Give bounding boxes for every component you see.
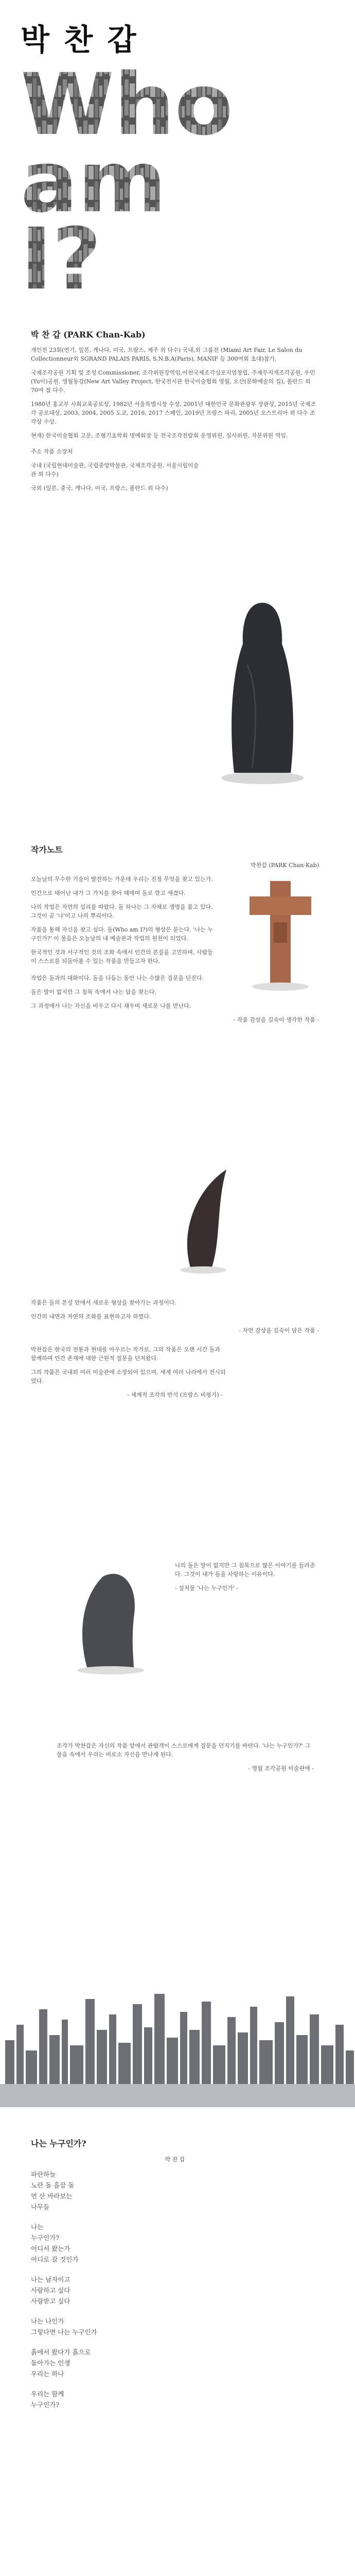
poem-stanza — [31, 2169, 319, 2212]
profile-meta: 국외 (일본, 중국, 캐나다, 미국, 프랑스, 폴란드 외 다수) — [31, 485, 168, 492]
note-paragraph: 작업은 돌과의 대화이다. 돌을 다듬는 동안 나는 수많은 질문을 던진다. — [31, 975, 204, 981]
poem-line: 나는 남자이고 — [31, 2276, 70, 2283]
poem-stanza — [31, 2316, 319, 2337]
note-closing: 조각가 박찬갑은 자신의 작품 앞에서 관람객이 스스로에게 질문을 던지기를 바란다. '나는 누구인가?' 그 물음 속에서 우리는 비로소 자신을 만나게 된다. — [57, 1742, 311, 1758]
sculpture-stone-image — [57, 1556, 159, 1680]
poem-line: 파란하늘 — [31, 2171, 56, 2178]
note-quote: 나의 돌은 말이 없지만 그 침묵으로 많은 이야기를 들려준다. 그것이 내가 돌을 사랑하는 이유이다. — [175, 1562, 315, 1578]
note-paragraph: 오늘날의 무수한 기술이 발전하는 가운데 우리는 진정 무엇을 찾고 있는가. — [31, 876, 213, 883]
poem-line: 누구인가? — [31, 2401, 60, 2409]
poem-stanza — [31, 2388, 319, 2410]
hero-line-am: am — [21, 132, 167, 231]
profile-meta: 주소 작품 소장처 — [31, 448, 73, 455]
poem-line: 흙에서 왔다가 흙으로 — [31, 2348, 91, 2356]
profile-paragraph: 1980년 홍교부 사회교육공로상, 1982년 서울특별시장 수상, 2001년 대한민국 문화관광부 장관상, 2015년 국제조각 공로대상, 2003, 2004, 2005 도쿄, 2016, 2017 스페인, 2019년 프랑스 파리, 2005년 오스트리아 외 다수 조각상 수상. — [31, 401, 316, 425]
note-paragraph: 그 과정에서 나는 자신을 비우고 다시 채우며 새로운 나를 만난다. — [31, 1003, 191, 1009]
poem-line: 나는 — [31, 2223, 44, 2231]
hero-section — [0, 0, 355, 309]
poem-line: 나는 나인가 — [31, 2317, 64, 2325]
poem-line: 어디로 갈 것인가 — [31, 2256, 79, 2263]
artist-quote-section — [175, 1561, 319, 1598]
note-paragraph: 인간으로 태어난 내가 그 가치를 찾아 헤매며 돌로 깎고 새겼다. — [31, 890, 186, 896]
poem-line: 우리는 하나 — [31, 2370, 64, 2378]
note-caption: - 세계적 조각의 반석 (프랑스 비평가) - — [127, 1392, 223, 1398]
poem-author: 박 찬 갑 — [165, 2156, 185, 2163]
poem-section — [31, 2138, 319, 2419]
profile-heading: 박 찬 갑 (PARK Chan-Kab) — [31, 330, 146, 340]
sculpture-horn-image — [170, 1159, 252, 1278]
poem-line: 그렇다면 나는 누구인가 — [31, 2328, 97, 2336]
profile-section — [31, 330, 319, 498]
note-paragraph: 작품은 돌의 본성 안에서 새로운 형상을 찾아가는 과정이다. — [31, 1299, 176, 1306]
poem-line: 우리는 함께 — [31, 2390, 64, 2398]
note-paragraph: 작품을 통해 자신을 찾고 싶다. 돌(Who am I?)의 형상은 묻는다. '나는 누구인가?' 이 물음은 오늘날의 내 예술관과 작업의 원천이 되었다. — [31, 926, 213, 942]
note-paragraph: 박찬갑은 한국의 전통과 현대를 아우르는 작가로, 그의 작품은 오랜 시간 돌과 함께하며 인간 존재에 대한 근원적 질문을 던져왔다. — [31, 1346, 220, 1362]
hero-line-i: I? — [21, 210, 102, 299]
artist-signature: 박 찬 갑 — [21, 22, 138, 57]
artist-note-section-2 — [31, 1298, 319, 1404]
note-caption: - 자연 감상을 깊숙이 담은 작품 - — [239, 1327, 319, 1334]
poem-line: 돌아가는 인생 — [31, 2359, 70, 2367]
artist-note-byline: 박찬갑 (PARK Chan-Kab) — [251, 862, 319, 869]
profile-meta: 국내 (국립현대미술관, 국립중앙박물관, 국제조각공원, 서울시립미술관 외 다수) — [31, 462, 199, 478]
note-paragraph: 인간의 내면과 자연의 조화를 표현하고자 하였다. — [31, 1313, 151, 1320]
note-caption: - 영월 조각공원 미술관에 - — [248, 1765, 314, 1772]
note-paragraph: 돌은 말이 없지만 그 침묵 속에서 나는 답을 찾는다. — [31, 989, 156, 995]
profile-paragraph: 개인전 23회(연기, 일본, 캐나다, 미국, 프랑스, 제주 외 다수) 국내,외 그룹전 (Miami Art Fair, Le Salon du Collectionneur외 SGRAND PALAIS PARIS, S.N.B.A(Paris), MANIF 등 300여회 초대)참가. — [31, 347, 303, 362]
poem-title: 나는 누구인가? — [31, 2139, 86, 2148]
sculpture-figure-image — [211, 592, 314, 788]
sculpture-cross-image — [242, 876, 319, 994]
note-paragraph: 그의 작품은 국내외 여러 미술관에 소장되어 있으며, 세계 여러 나라에서 전시되었다. — [31, 1369, 226, 1384]
note-caption: - 설치물 '나는 누구인가' - — [175, 1585, 239, 1591]
poem-stanza — [31, 2274, 319, 2307]
city-installation-image — [0, 1978, 355, 2107]
poem-line: 사랑받고 싶다 — [31, 2297, 70, 2305]
poem-stanza — [31, 2347, 319, 2379]
artist-note-heading: 작가노트 — [31, 845, 63, 855]
poem-stanza — [31, 2222, 319, 2265]
profile-paragraph: 현재) 한국미술협회 고문, 조형기초학회 명예회장 등 전국조각전람회 운영위원, 심사위원, 자문위원 역임. — [31, 432, 288, 439]
poem-line: 먼 산 바라보는 — [31, 2192, 73, 2200]
poem-line: 나무들 — [31, 2203, 50, 2211]
poem-line: 누구인가? — [31, 2234, 60, 2242]
hero-line-who: Who — [21, 57, 233, 154]
note-paragraph: 나의 작업은 자연의 섭리를 따랐다. 돌 하나는 그 자체로 생명을 품고 있다. 그것이 곧 '나'이고 나의 뿌리이다. — [31, 904, 213, 919]
note-paragraph: 한국적인 것과 서구적인 것의 조화 속에서 인간의 본질을 고민하며, 사람들이 스스로를 되돌아볼 수 있는 작품을 만들고자 한다. — [31, 949, 213, 964]
artist-closing-section — [57, 1741, 314, 1778]
note-caption: - 작품 감상을 깊숙이 생각한 작품 - — [233, 1016, 319, 1023]
poem-line: 노란 돌 흘끔 돌 — [31, 2181, 75, 2189]
poem-line: 어디서 왔는가 — [31, 2245, 70, 2252]
poem-line: 사랑하고 싶다 — [31, 2286, 70, 2294]
profile-paragraph: 국제조각공원 기획 및 조성 Commissioner, 조각위원장역임,이천국제조각심포지엄창립, 주제무지개조각공원, 우민(Yu이)공원, 영월동강(New Art Valley Project, 한국전시관 한국미술협회 영월, 오산(문화예술의 집), 폴란드 외 70여 점 다수. — [31, 369, 315, 394]
hero-title-graphic — [21, 57, 329, 299]
